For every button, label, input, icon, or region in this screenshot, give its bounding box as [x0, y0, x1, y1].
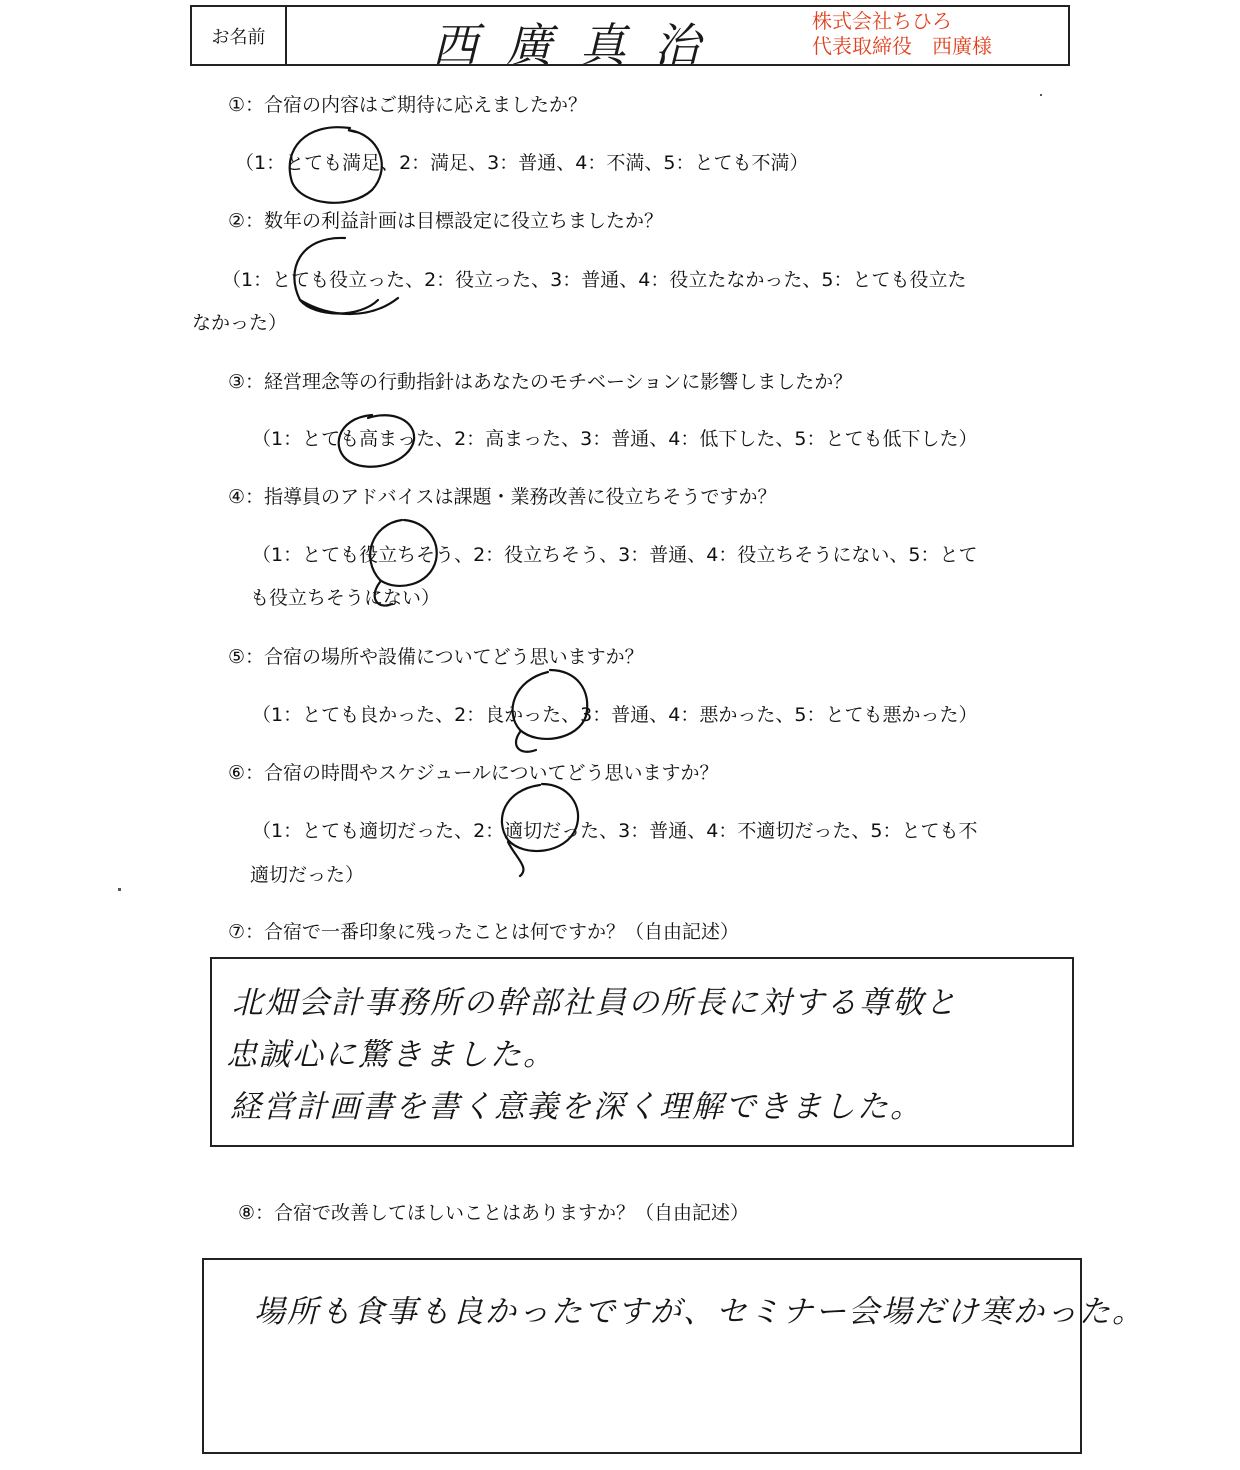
answer-box-8[interactable] [202, 1258, 1145, 1454]
question-number: ④ [228, 486, 246, 508]
question-text: ：経営理念等の行動指針はあなたのモチベーションに影響しましたか？ [245, 371, 853, 393]
question-5 [228, 642, 644, 669]
company-line-1: 株式会社ちひろ [812, 9, 952, 33]
options-4: （1：とても役立ちそう、2：役立ちそう、3：普通、4：役立ちそうにない、5：とて [252, 544, 978, 566]
question-text: ：合宿で一番印象に残ったことは何ですか？（自由記述） [245, 921, 740, 943]
scan-speck [1040, 94, 1042, 96]
options-4-wrap: も役立ちそうにない） [250, 587, 441, 609]
question-number: ① [228, 94, 246, 116]
question-text: ：合宿で改善してほしいことはありますか？（自由記述） [255, 1202, 750, 1224]
options-6-wrap: 適切だった） [250, 864, 365, 886]
answer-line: 経営計画書を書く意義を深く理解できました。 [230, 1089, 923, 1125]
question-number: ⑥ [228, 762, 246, 784]
question-2 [228, 206, 663, 233]
name-label: お名前 [192, 7, 287, 64]
question-text: ：合宿の内容はご期待に応えましたか？ [245, 94, 588, 116]
question-number: ⑦ [228, 921, 246, 943]
answer-line: 北畑会計事務所の幹部社員の所長に対する尊敬と [232, 985, 958, 1021]
options-2: （1：とても役立った、2：役立った、3：普通、4：役立たなかった、5：とても役立た [222, 269, 967, 291]
question-8 [238, 1198, 749, 1225]
question-4 [228, 482, 776, 509]
question-number: ③ [228, 371, 246, 393]
options-3: （1：とても高まった、2：高まった、3：普通、4：低下した、5：とても低下した） [252, 428, 978, 450]
name-field-box [190, 5, 1070, 72]
options-5: （1：とても良かった、2：良かった、3：普通、4：悪かった、5：とても悪かった） [252, 704, 978, 726]
options-2-wrap: なかった） [192, 312, 288, 334]
question-number: ⑤ [228, 646, 246, 668]
handwritten-name: 西廣真治 [432, 18, 728, 72]
question-text: ：数年の利益計画は目標設定に役立ちましたか？ [245, 210, 664, 232]
question-text: ：合宿の場所や設備についてどう思いますか？ [245, 646, 644, 668]
options-6: （1：とても適切だった、2：適切だった、3：普通、4：不適切だった、5：とても不 [252, 820, 978, 842]
question-6 [228, 758, 719, 785]
question-text: ：合宿の時間やスケジュールについてどう思いますか？ [245, 762, 719, 784]
answer-box-7[interactable] [210, 957, 1074, 1147]
scan-speck [118, 888, 121, 891]
question-text: ：指導員のアドバイスは課題・業務改善に役立ちそうですか？ [245, 486, 777, 508]
company-line-2: 代表取締役 西廣様 [812, 34, 992, 58]
answer-line: 場所も食事も良かったですが、セミナー会場だけ寒かった。 [254, 1294, 1145, 1330]
question-3 [228, 367, 852, 394]
question-number: ⑧ [238, 1202, 256, 1224]
company-annotation [812, 9, 992, 59]
question-1 [228, 90, 587, 117]
question-7 [228, 917, 739, 944]
options-1: （1：とても満足、2：満足、3：普通、4：不満、5：とても不満） [235, 152, 809, 174]
question-number: ② [228, 210, 246, 232]
answer-line: 忠誠心に驚きました。 [226, 1037, 556, 1073]
